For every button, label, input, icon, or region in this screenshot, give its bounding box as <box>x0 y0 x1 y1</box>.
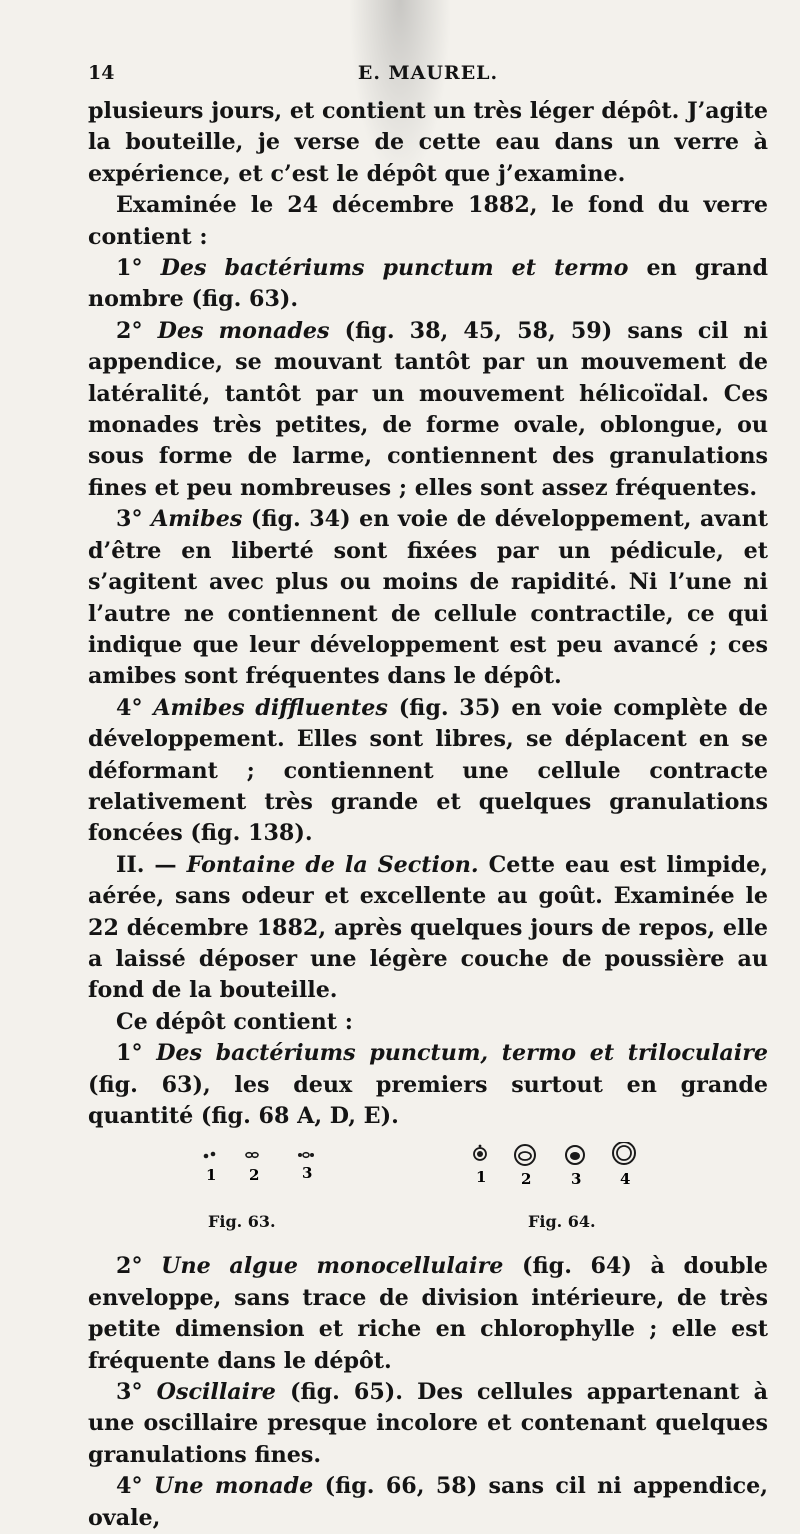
fig-63-label: 2 <box>249 1166 260 1185</box>
fig-63-illustration <box>196 1142 316 1202</box>
paragraph: 3° Amibes (fig. 34) en voie de développement, avant d’être en liberté sont fixées par un pédicule, et s’agitent avec plus ou moins de rapidité. Ni l’une ni l’autre ne contiennent de cellule contractile, ce qui indique que leur développement est peu avancé ; ces amibes sont fréquentes dans le dépôt. <box>88 506 768 690</box>
paragraph: Examinée le 24 décembre 1882, le fond du verre contient : <box>88 192 768 250</box>
figure-64 <box>468 1142 638 1232</box>
paragraph: II. — Fontaine de la Section. Cette eau est limpide, aérée, sans odeur et excellente au goût. Examinée le 22 décembre 1882, après quelques jours de repos, elle a laissé déposer une légère couche de poussière au fond de la bouteille. <box>88 851 768 1004</box>
fig-63-label: 1 <box>206 1166 217 1185</box>
fig-64-label: 3 <box>571 1170 582 1189</box>
running-head: E. MAUREL. <box>357 62 499 84</box>
paragraph: 2° Une algue monocellulaire (fig. 64) à double enveloppe, sans trace de division intérieure, de très petite dimension et riche en chlorophylle ; elle est fréquente dans le dépôt. <box>88 1253 769 1374</box>
paragraph: 1° Des bactériums punctum, termo et triloculaire (fig. 63), les deux premiers surtout en grande quantité (fig. 68 A, D, E). <box>88 1040 768 1129</box>
paragraph: 3° Oscillaire (fig. 65). Des cellules appartenant à une oscillaire presque incolore et contenant quelques granulations fines. <box>88 1379 768 1468</box>
page-header <box>88 62 768 86</box>
paragraph: 1° Des bactériums punctum et termo en grand nombre (fig. 63). <box>88 255 768 313</box>
paragraph: plusieurs jours, et contient un très léger dépôt. J’agite la bouteille, je verse de cette eau dans un verre à expérience, et c’est le dépôt que j’examine. <box>88 98 768 187</box>
paragraph: Ce dépôt contient : <box>116 1008 353 1035</box>
fig-64-caption: Fig. 64. <box>528 1212 596 1232</box>
paragraph: 4° Amibes diffluentes (fig. 35) en voie complète de développement. Elles sont libres, se déplacent en se déformant ; contiennent une cellule contracte relativement très grande et quelques granulations foncées (fig. 138). <box>88 694 769 847</box>
paragraph: 2° Des monades (fig. 38, 45, 58, 59) sans cil ni appendice, se mouvant tantôt par un mouvement de latéralité, tantôt par un mouvement hélicoïdal. Ces monades très petites, de forme ovale, oblongue, ou sous forme de larme, contiennent des granulations fines et peu nombreuses ; elles sont assez fréquentes. <box>88 317 768 501</box>
page-number: 14 <box>88 62 115 84</box>
fig-64-label: 2 <box>521 1170 532 1189</box>
page-body <box>88 96 768 1534</box>
figure-63 <box>196 1142 316 1232</box>
paragraph: 4° Une monade (fig. 66, 58) sans cil ni appendice, ovale, <box>88 1473 768 1531</box>
figures-row <box>88 1142 768 1237</box>
fig-64-label: 1 <box>476 1168 487 1187</box>
fig-64-illustration <box>468 1142 638 1202</box>
fig-63-caption: Fig. 63. <box>208 1212 276 1232</box>
fig-63-label: 3 <box>302 1164 313 1183</box>
fig-64-label: 4 <box>620 1170 631 1189</box>
